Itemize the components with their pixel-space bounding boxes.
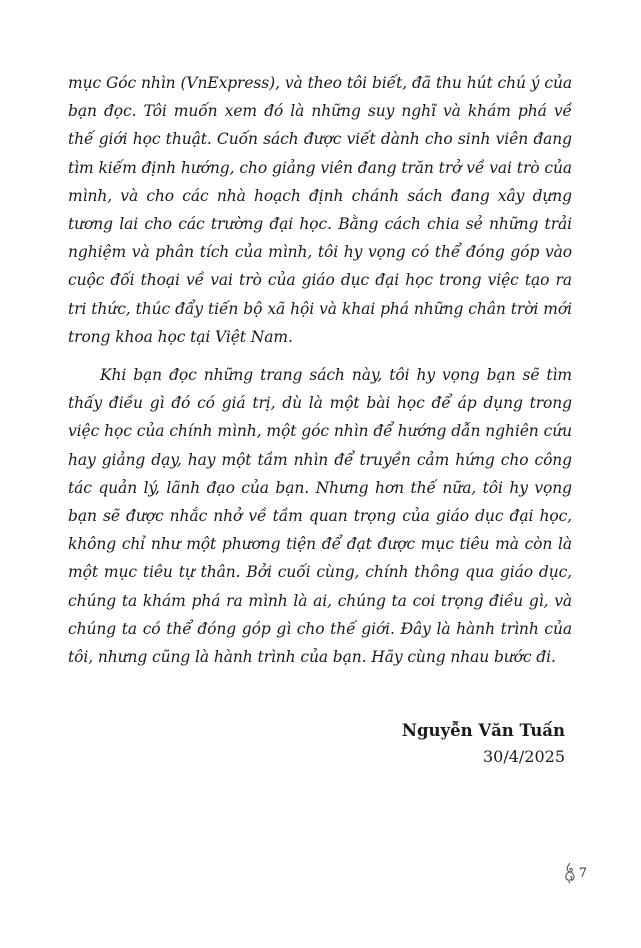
paragraph-2: Khi bạn đọc những trang sách này, tôi hy vọng bạn sẽ tìm thấy điều gì đó có giá trị, dù là một bài học để áp dụng trong việc học của chính mình, một góc nhìn để hướng dẫn nghiên cứu hay giảng dạy, hay một tầm nhìn để truyền cảm hứng cho công tác quản lý, lãnh đạo của bạn. Nhưng hơn thế nữa, tôi hy vọng bạn sẽ được nhắc nhở về tầm quan trọng của giáo dục đại học, không chỉ như một phương tiện để đạt được mục tiêu mà còn là một mục tiêu tự thân. Bởi cuối cùng, chính thông qua giáo dục, chúng ta khám phá ra mình là ai, chúng ta coi trọng điều gì, và chúng ta có thể đóng góp gì cho thế giới. Đây là hành trình của tôi, nhưng cũng là hành trình của bạn. Hãy cùng nhau bước đi.	[68, 366, 572, 667]
fleuron-icon	[563, 862, 577, 884]
signature-date: 30/4/2025	[482, 747, 565, 766]
body-text	[68, 69, 572, 681]
author-name: Nguyễn Văn Tuấn	[401, 721, 565, 740]
page-number: 7	[578, 865, 587, 881]
page-footer	[563, 862, 587, 884]
paragraph-1: mục Góc nhìn (VnExpress), và theo tôi biết, đã thu hút chú ý của bạn đọc. Tôi muốn xem đó là những suy nghĩ và khám phá về thế giới học thuật. Cuốn sách được viết dành cho sinh viên đang tìm kiếm định hướng, cho giảng viên đang trăn trở về vai trò của mình, và cho các nhà hoạch định chánh sách đang xây dựng tương lai cho các trường đại học. Bằng cách chia sẻ những trải nghiệm và phân tích của mình, tôi hy vọng có thể đóng góp vào cuộc đối thoại về vai trò của giáo dục đại học trong việc tạo ra tri thức, thúc đẩy tiến bộ xã hội và khai phá những chân trời mới trong khoa học tại Việt Nam.	[68, 74, 572, 346]
signature-block	[402, 718, 565, 770]
